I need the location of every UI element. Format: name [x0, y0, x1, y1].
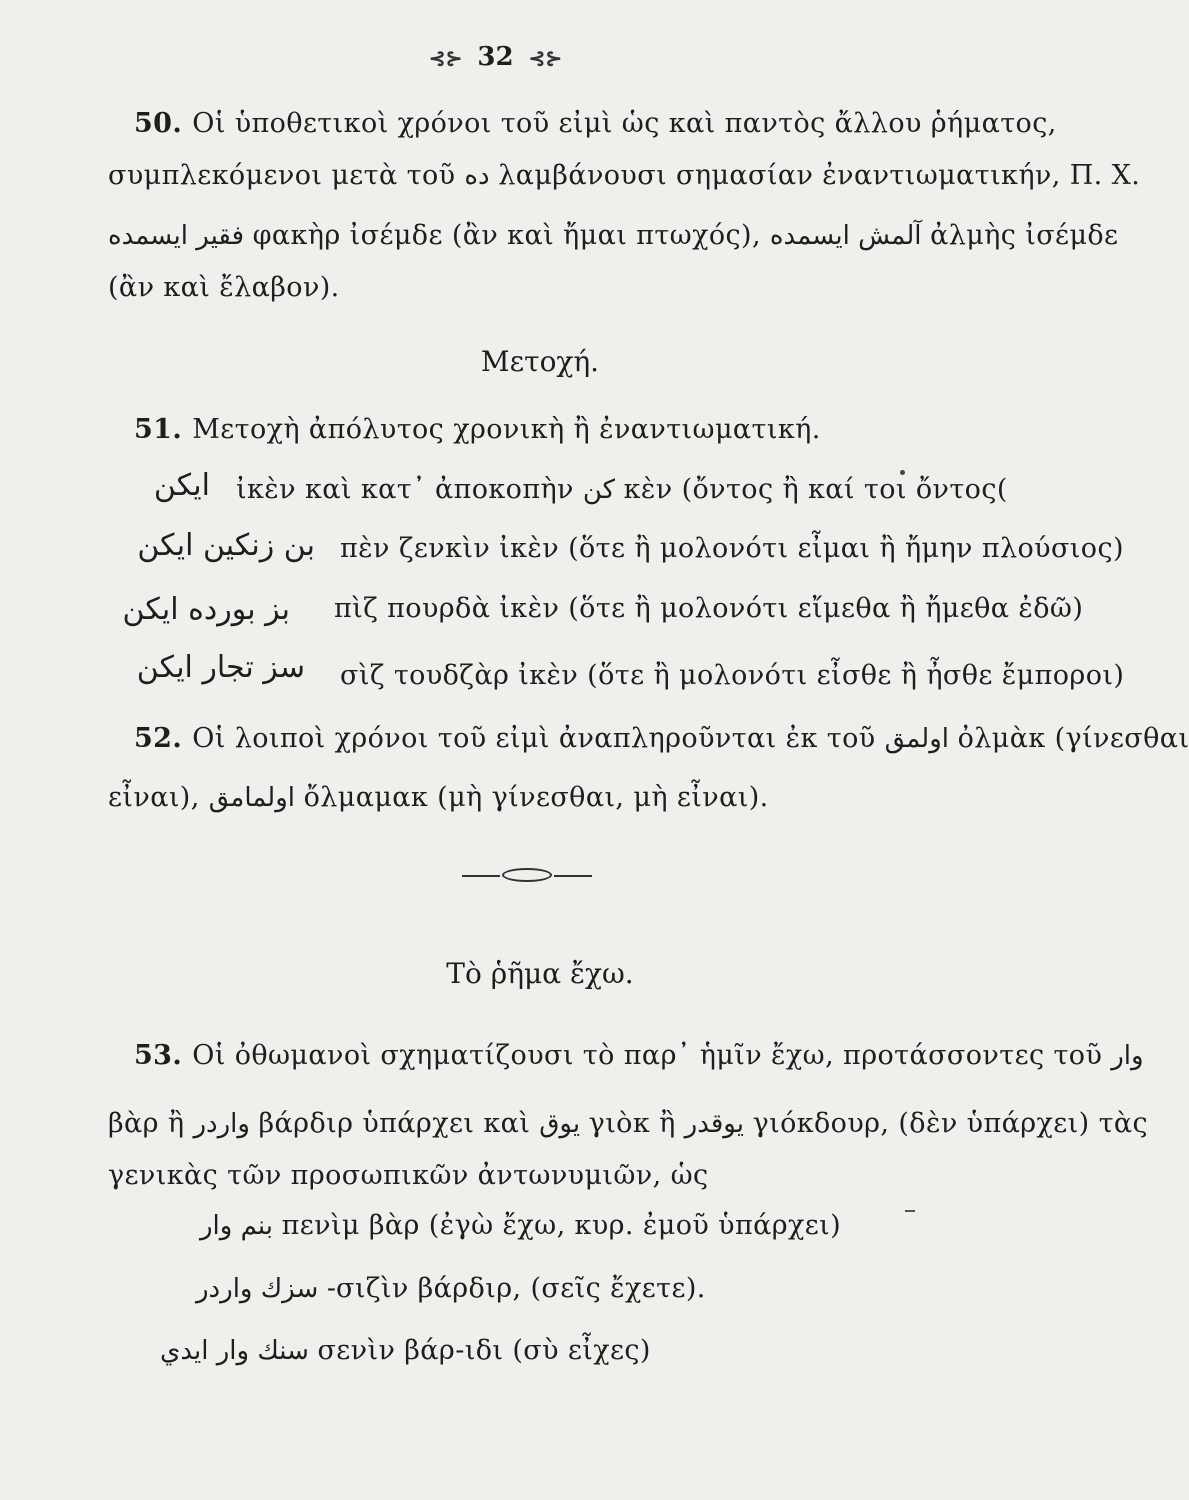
example-ex1: بنم وار πενὶμ βὰρ (ἐγὼ ἔχω, κυρ. ἐμοῦ ὑπάρχει) — [200, 1210, 842, 1241]
example-3-text: πὶζ πουρδὰ ἰκὲν (ὅτε ἢ μολονότι εἴμεθα ἢ ἤμεθα ἐδῶ) — [334, 593, 1084, 624]
decorative-divider — [462, 868, 592, 884]
paragraph-50-line-4: (ἂν καὶ ἔλαβον). — [108, 272, 340, 303]
example-2-text: πὲν ζενκὶν ἰκὲν (ὅτε ἢ μολονότι εἶμαι ἢ ἤμην πλούσιος) — [340, 533, 1124, 564]
paragraph-number: 52. — [134, 723, 183, 754]
arabic-example-3: بز بورده ايكن — [122, 592, 290, 627]
paragraph-53-line-2: βὰρ ἢ واردر βάρδιρ ὑπάρχει καὶ يوق γιὸκ ἢ يوقدر γιόκδουρ, (δὲν ὑπάρχει) τὰς — [108, 1108, 1149, 1139]
arabic-term: آلمش ايسمده — [769, 221, 922, 251]
left-ornament-icon: ⊰⊱ — [428, 46, 463, 70]
paragraph-number: 53. — [134, 1040, 183, 1071]
arabic-term: سنك وار ايدي — [160, 1336, 309, 1366]
paragraph-number: 51. — [134, 414, 183, 445]
arabic-term: فقير ايسمده — [108, 221, 244, 251]
arabic-term: اولمامق — [208, 783, 295, 813]
arabic-term: واردر — [193, 1109, 250, 1139]
divider-line-left — [462, 875, 500, 877]
arabic-term: ده — [464, 161, 490, 191]
arabic-term: بنم وار — [200, 1211, 273, 1241]
example-ex2: سزك واردر -σιζὶν βάρδιρ, (σεῖς ἔχετε). — [196, 1273, 706, 1304]
right-ornament-icon: ⊰⊱ — [528, 46, 563, 70]
section-heading-metoxi: Μετοχή. — [480, 345, 600, 378]
page-number-header — [0, 42, 991, 72]
paragraph-50-line-3: فقير ايسمده φακὴρ ἰσέμδε (ἂν καὶ ἤμαι πτωχός), آلمش ايسمده ἀλμὴς ἰσέμδε — [108, 220, 1119, 251]
divider-line-right — [554, 875, 592, 877]
arabic-example-1: ايكن — [153, 468, 210, 503]
paragraph-50-line-1: 50. Οἱ ὑποθετικοὶ χρόνοι τοῦ εἰμὶ ὡς καὶ παντὸς ἄλλου ῥήματος, — [134, 108, 1057, 139]
example-4-text: σὶζ τουδζὰρ ἰκὲν (ὅτε ἢ μολονότι εἶσθε ἢ ἦσθε ἔμποροι) — [340, 660, 1125, 691]
paragraph-51-line-1: 51. Μετοχὴ ἀπόλυτος χρονικὴ ἢ ἐναντιωματική. — [134, 414, 821, 445]
page-number: 32 — [477, 42, 514, 72]
paragraph-52-line-2: εἶναι), اولمامق ὄλμαμακ (μὴ γίνεσθαι, μὴ εἶναι). — [108, 782, 769, 813]
paragraph-53-line-1: 53. Οἱ ὀθωμανοὶ σχηματίζουσι τὸ παρ᾽ ἡμῖν ἔχω, προτάσσοντες τοῦ وار — [134, 1040, 1144, 1071]
arabic-term: يوقدر — [684, 1109, 744, 1139]
arabic-example-2: بن زنكين ايكن — [137, 528, 315, 563]
paragraph-50-line-2: συμπλεκόμενοι μετὰ τοῦ ده λαμβάνουσι σημασίαν ἐναντιωματικήν, Π. Χ. — [108, 160, 1141, 191]
paragraph-52-line-1: 52. Οἱ λοιποὶ χρόνοι τοῦ εἰμὶ ἀναπληροῦνται ἐκ τοῦ اولمق ὀλμὰκ (γίνεσθαι — [134, 723, 1189, 754]
section-heading-rima: Τὸ ῥῆμα ἔχω. — [446, 957, 634, 990]
example-ex3: سنك وار ايدي σενὶν βάρ-ιδι (σὺ εἶχες) — [160, 1335, 651, 1366]
arabic-term: يوق — [539, 1109, 581, 1139]
arabic-example-4: سز تجار ايكن — [136, 650, 305, 685]
arabic-term: وار — [1111, 1041, 1144, 1071]
example-1-text: ἰκὲν καὶ κατ᾽ ἀποκοπὴν كن κὲν (ὄντος ἢ καί τοι ὄντος( — [236, 474, 1008, 505]
paragraph-53-line-3: γενικὰς τῶν προσωπικῶν ἀντωνυμιῶν, ὡς — [108, 1160, 709, 1191]
arabic-term: سزك واردر — [196, 1274, 319, 1304]
stray-dash — [905, 1210, 915, 1212]
divider-knot-icon — [502, 868, 552, 882]
paragraph-number: 50. — [134, 108, 183, 139]
arabic-term: كن — [582, 475, 616, 505]
arabic-term: اولمق — [884, 724, 949, 754]
